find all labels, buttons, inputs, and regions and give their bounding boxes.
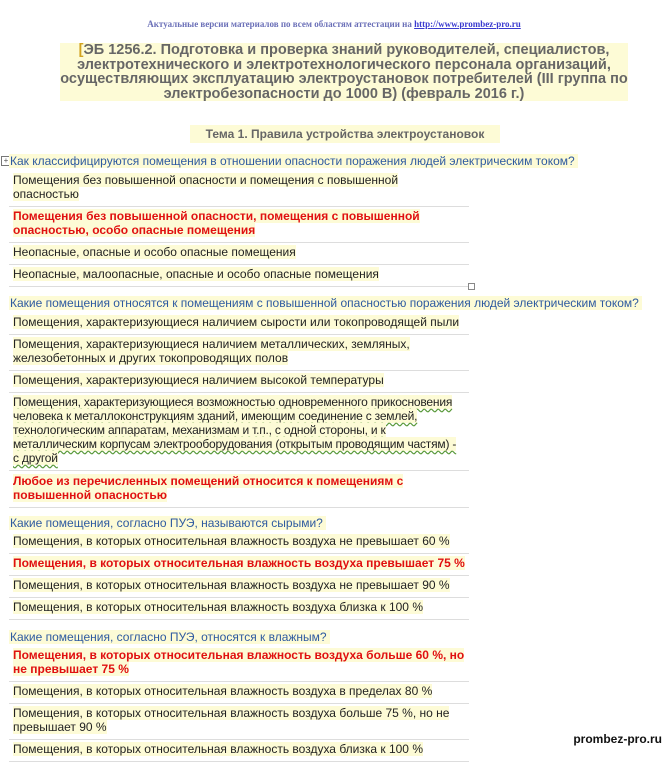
banner-text: Актуальные версии материалов по всем областям аттестации на (147, 19, 415, 29)
answer-2-2: Помещения, характеризующиеся наличием металлических, земляных, железобетонных и других токопроводящих полов (9, 335, 469, 371)
answer-3-3: Помещения, в которых относительная влажность воздуха не превышает 90 % (9, 576, 469, 598)
answer-1-1: Помещения без повышенной опасности и помещения с повышенной опасностью (9, 171, 469, 207)
table-move-handle-icon[interactable]: + (1, 156, 11, 166)
table-resize-handle-icon[interactable] (468, 283, 475, 290)
answer-1-3: Неопасные, опасные и особо опасные помещения (9, 243, 469, 265)
banner-link[interactable]: http://www.prombez-pro.ru (414, 19, 521, 29)
answer-3-1: Помещения, в которых относительная влажность воздуха не превышает 60 % (9, 532, 469, 554)
question-2: Какие помещения относятся к помещениям с повышенной опасностью поражения людей электрическим током? (9, 296, 642, 310)
answer-4-4: Помещения, в которых относительная влажность воздуха близка к 100 % (9, 740, 469, 762)
answer-1-4: Неопасные, малоопасные, опасные и особо опасные помещения (9, 265, 469, 287)
title-text: ЭБ 1256.2. Подготовка и проверка знаний руководителей, специалистов, электротехнического и электротехнологического персонала организаций, осуществляющих эксплуатацию электроустановок потребителей (III группа по электробезопасности до 1000 В) (февраль 2016 г.) (60, 42, 628, 102)
topic-heading: Тема 1. Правила устройства электроустановок (190, 125, 500, 143)
answer-2-3: Помещения, характеризующиеся наличием высокой температуры (9, 371, 469, 393)
question-1: Как классифицируются помещения в отношении опасности поражения людей электрическим током? (9, 154, 578, 168)
site-banner (0, 19, 668, 29)
question-3: Какие помещения, согласно ПУЭ, называются сырыми? (9, 516, 326, 530)
answer-2-5: Любое из перечисленных помещений относится к помещениям с повышенной опасностью (9, 472, 469, 508)
title-bracket: [ (78, 42, 84, 58)
document-title (60, 43, 628, 101)
answer-1-2: Помещения без повышенной опасности, помещения с повышенной опасностью, особо опасные помещения (9, 207, 469, 243)
site-watermark: prombez-pro.ru (573, 732, 662, 746)
answer-4-1: Помещения, в которых относительная влажность воздуха больше 60 %, но не превышает 75 % (9, 646, 469, 682)
answer-3-2: Помещения, в которых относительная влажность воздуха превышает 75 % (9, 554, 469, 576)
question-4: Какие помещения, согласно ПУЭ, относятся к влажным? (9, 630, 330, 644)
answer-2-1: Помещения, характеризующиеся наличием сырости или токопроводящей пыли (9, 313, 469, 335)
answer-4-2: Помещения, в которых относительная влажность воздуха в пределах 80 % (9, 682, 469, 704)
answer-3-4: Помещения, в которых относительная влажность воздуха близка к 100 % (9, 598, 469, 620)
answer-4-3: Помещения, в которых относительная влажность воздуха больше 75 %, но не превышает 90 % (9, 704, 469, 740)
answer-2-4: Помещения, характеризующиеся возможностью одновременного прикосновения человека к металлоконструкциям зданий, имеющим соединение с землей, технологическим аппаратам, механизмам и т.п., с одной стороны, и к металлическим корпусам электрооборудования (открытым проводящим частям) - с другой (9, 393, 469, 471)
